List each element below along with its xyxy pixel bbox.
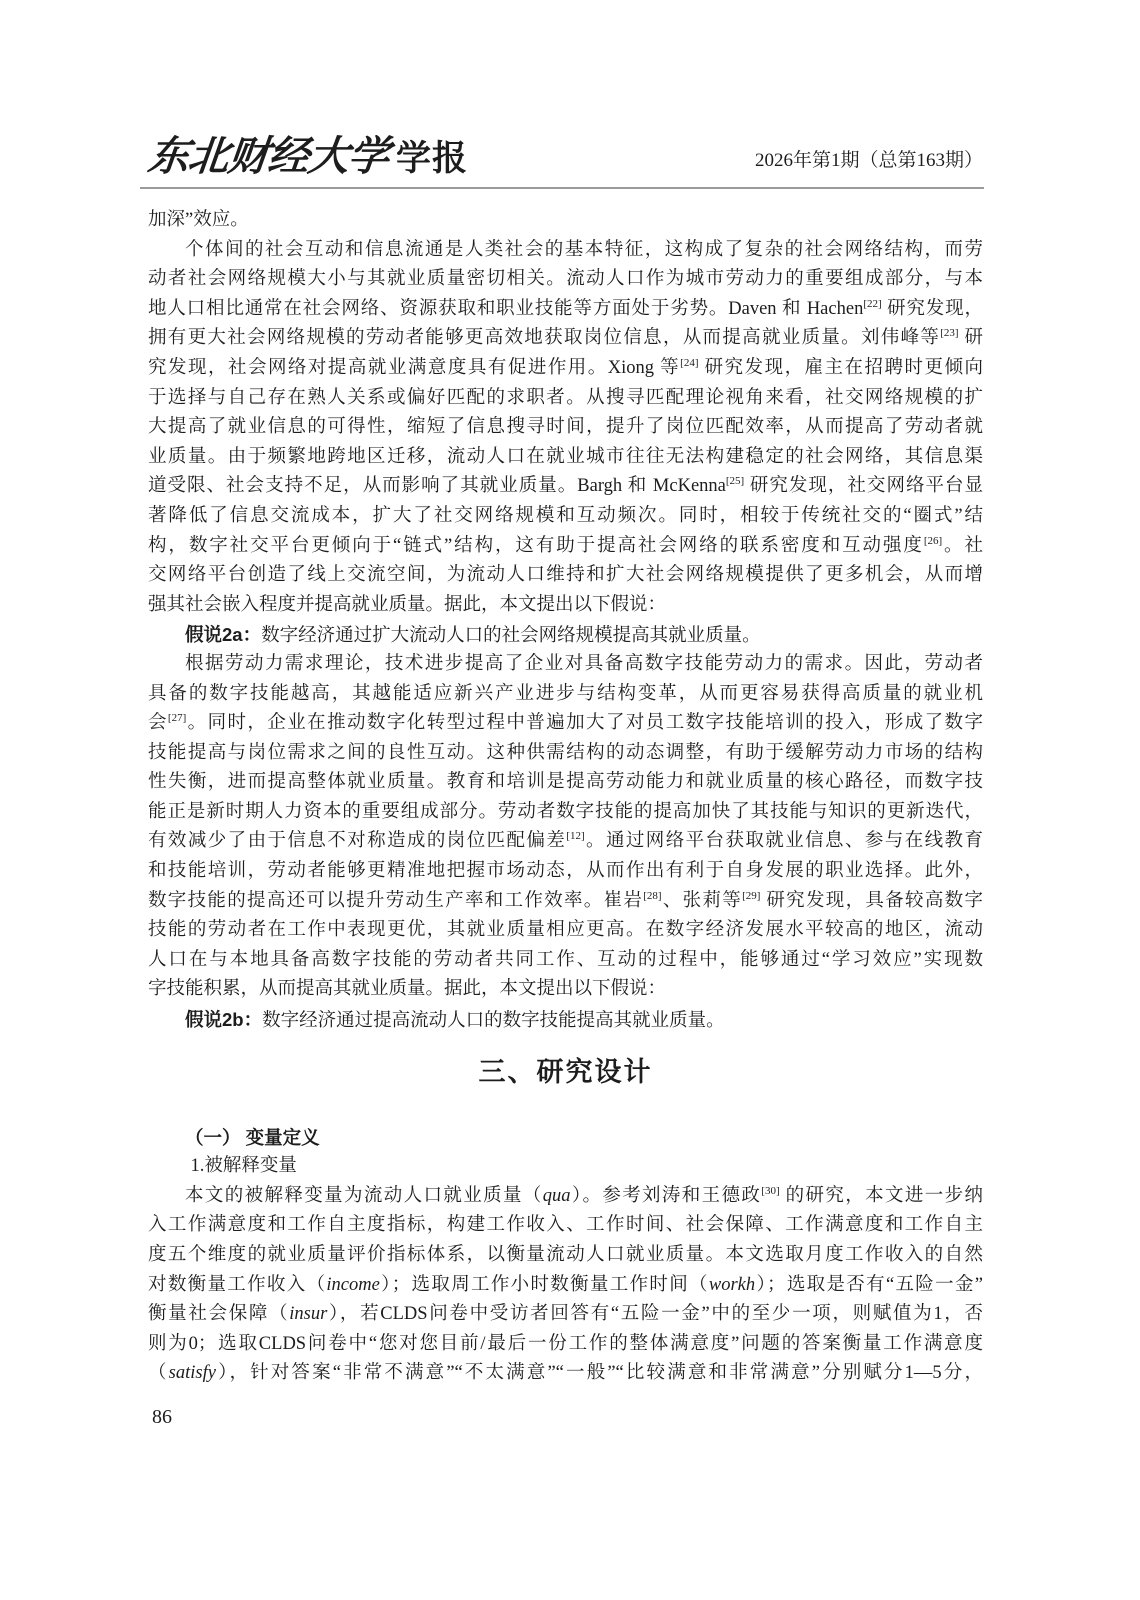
page-header [145, 133, 983, 179]
text-line: 入工作满意度和工作自主度指标，构建工作收入、工作时间、社会保障、工作满意度和工作自主 [148, 1215, 983, 1236]
text-line: 业质量。由于频繁地跨地区迁移，流动人口在就业城市往往无法构建稳定的社会网络，其信息渠 [148, 446, 983, 467]
text-line: 数字技能的提高还可以提升劳动生产率和工作效率。崔岩[28]、张莉等[29] 研究发现，具备较高数字 [148, 889, 983, 911]
text-line: 究发现，社会网络对提高就业满意度具有促进作用。Xiong 等[24] 研究发现，雇主在招聘时更倾向 [148, 356, 983, 378]
subsection-heading: （一） 变量定义 [185, 1126, 320, 1148]
text-line: 交网络平台创造了线上交流空间，为流动人口维持和扩大社会网络规模提供了更多机会，从而增 [148, 565, 983, 586]
journal-logo [145, 133, 469, 179]
issue-info: 2026年第1期（总第163期） [754, 150, 983, 171]
text-line: 加深”效应。 [148, 210, 249, 230]
text-line: 道受限、社会支持不足，从而影响了其就业质量。Bargh 和 McKenna[25] 研究发现，社交网络平台显 [148, 475, 983, 497]
page-number: 86 [152, 1406, 172, 1428]
journal-logo-suffix: 学报 [396, 139, 469, 178]
article-body [148, 206, 983, 1389]
text-line: 有效减少了由于信息不对称造成的岗位匹配偏差[12]。通过网络平台获取就业信息、参与在线教育 [148, 830, 983, 852]
text-line: 能正是新时期人力资本的重要组成部分。劳动者数字技能的提高加快了其技能与知识的更新迭代， [148, 801, 983, 822]
text-line: 衡量社会保障（insur），若CLDS问卷中受访者回答有“五险一金”中的至少一项，则赋值为1，否 [148, 1304, 983, 1325]
text-line: 和技能培训，劳动者能够更精准地把握市场动态，从而作出有利于自身发展的职业选择。此外， [148, 861, 983, 882]
text-line: 技能的劳动者在工作中表现更优，其就业质量相应更高。在数字经济发展水平较高的地区，流动 [148, 920, 983, 941]
header-rule [140, 187, 984, 189]
hypothesis-line: 假说2b：数字经济通过提高流动人口的数字技能提高其就业质量。 [185, 1009, 725, 1032]
text-line: 拥有更大社会网络规模的劳动者能够更高效地获取岗位信息，从而提高就业质量。刘伟峰等[23] 研 [148, 327, 983, 349]
journal-logo-script: 东北财经大学 [145, 133, 391, 179]
text-line: 于选择与自己存在熟人关系或偏好匹配的求职者。从搜寻匹配理论视角来看，社交网络规模的扩 [148, 387, 983, 408]
text-line: 会[27]。同时，企业在推动数字化转型过程中普遍加大了对员工数字技能培训的投入，形成了数字 [148, 711, 983, 734]
text-line: 著降低了信息交流成本，扩大了社交网络规模和互动频次。同时，相较于传统社交的“圈式”结 [148, 505, 983, 526]
text-line: 动者社会网络规模大小与其就业质量密切相关。流动人口作为城市劳动力的重要组成部分，与本 [148, 269, 983, 290]
text-line: 具备的数字技能越高，其越能适应新兴产业进步与结构变革，从而更容易获得高质量的就业机 [148, 683, 983, 704]
text-line: 对数衡量工作收入（income）；选取周工作小时数衡量工作时间（workh）；选取是否有“五险一金” [148, 1274, 983, 1295]
text-line: 技能提高与岗位需求之间的良性互动。这种供需结构的动态调整，有助于缓解劳动力市场的结构 [148, 742, 983, 763]
text-line: 度五个维度的就业质量评价指标体系，以衡量流动人口就业质量。本文选取月度工作收入的自然 [148, 1245, 983, 1265]
text-line: 人口在与本地具备高数字技能的劳动者共同工作、互动的过程中，能够通过“学习效应”实现数 [148, 949, 983, 970]
text-line: 性失衡，进而提高整体就业质量。教育和培训是提高劳动能力和就业质量的核心路径，而数字技 [148, 772, 983, 793]
text-line: （satisfy），针对答案“非常不满意”“不太满意”“一般”“比较满意和非常满意”分别赋分1—5分， [148, 1363, 983, 1384]
text-line: 本文的被解释变量为流动人口就业质量（qua）。参考刘涛和王德政[30] 的研究，本文进一步纳 [185, 1184, 983, 1206]
hypothesis-line: 假说2a：数字经济通过扩大流动人口的社会网络规模提高其就业质量。 [185, 624, 761, 647]
text-line: 地人口相比通常在社会网络、资源获取和职业技能等方面处于劣势。Daven 和 Hachen[22] 研究发现， [148, 297, 983, 319]
text-line: 大提高了就业信息的可得性，缩短了信息搜寻时间，提升了岗位匹配效率，从而提高了劳动者就 [148, 417, 983, 438]
section-heading: 三、研究设计 [478, 1056, 653, 1087]
text-line: 构，数字社交平台更倾向于“链式”结构，这有助于提高社会网络的联系密度和互动强度[26]。社 [148, 534, 983, 556]
text-line: 个体间的社会互动和信息流通是人类社会的基本特征，这构成了复杂的社会网络结构，而劳 [185, 239, 983, 260]
text-line: 根据劳动力需求理论，技术进步提高了企业对具备高数字技能劳动力的需求。因此，劳动者 [185, 653, 983, 674]
item-heading: 1.被解释变量 [190, 1156, 297, 1177]
text-line: 字技能积累，从而提高其就业质量。据此，本文提出以下假说： [148, 979, 667, 1000]
text-line: 强其社会嵌入程度并提高就业质量。据此，本文提出以下假说： [148, 594, 667, 615]
text-line: 则为0；选取CLDS问卷中“您对您目前/最后一份工作的整体满意度”问题的答案衡量工作满意度 [148, 1333, 983, 1354]
